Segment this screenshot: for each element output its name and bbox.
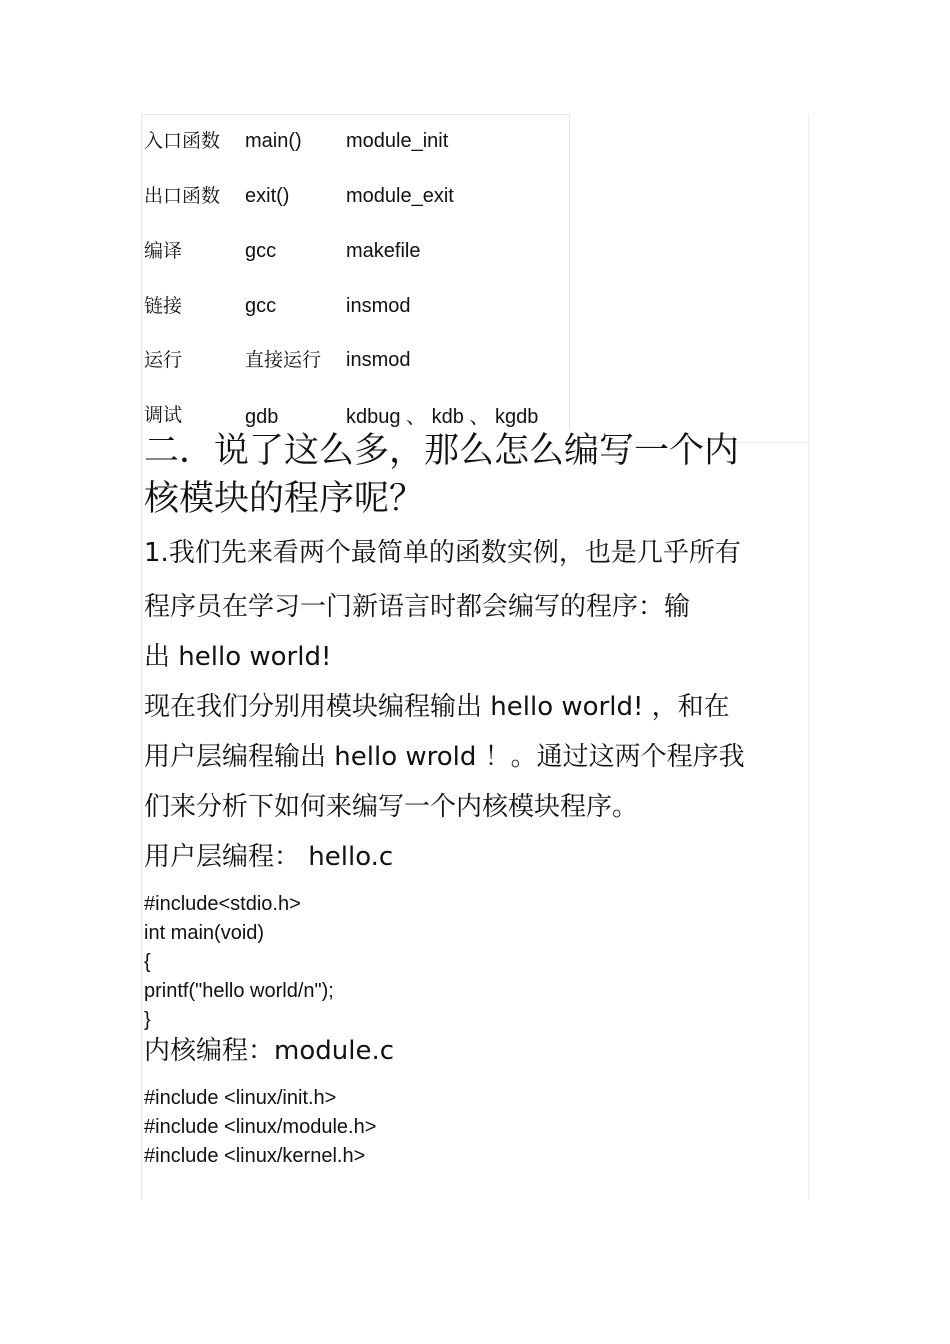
- paragraph-1-line-2: 程序员在学习一门新语言时都会编写的程序：输: [144, 592, 691, 622]
- page-frame-left: [141, 114, 142, 1200]
- table-row: [144, 120, 564, 160]
- table-row: [144, 175, 564, 215]
- page-frame-right: [808, 114, 809, 1200]
- hello-world-text: hello world!: [178, 642, 332, 672]
- paragraph-text: 用户层编程输出: [144, 742, 327, 772]
- code-line: #include <linux/kernel.h>: [144, 1145, 366, 1167]
- hello-wrold-text: hello wrold: [334, 742, 477, 772]
- user-space-cell: main(): [245, 130, 302, 152]
- table-row: [144, 230, 564, 270]
- heading-text: 用户层编程：: [144, 842, 301, 872]
- kernel-cell: kdbug 、 kdb 、 kgdb: [346, 406, 539, 428]
- file-name: ：module.c: [248, 1036, 395, 1066]
- paragraph-1-line-3: [144, 632, 331, 682]
- row-label: 调试: [144, 404, 183, 426]
- row-label: 出口函数: [144, 185, 221, 207]
- row-label: 运行: [144, 349, 183, 371]
- kernel-cell: insmod: [346, 295, 411, 317]
- table-row: [144, 285, 564, 325]
- code-line: }: [144, 1009, 151, 1031]
- paragraph-text: 出: [144, 642, 171, 672]
- kernel-cell: insmod: [346, 349, 411, 371]
- code-line: {: [144, 951, 151, 973]
- table-border-right: [569, 114, 570, 430]
- kernel-cell: module_exit: [346, 185, 454, 207]
- kernel-cell: makefile: [346, 240, 421, 262]
- user-space-cell: gdb: [245, 406, 279, 428]
- hello-world-text: hello world!: [490, 692, 644, 722]
- paragraph-2-line-3: 们来分析下如何来编写一个内核模块程序。: [144, 792, 639, 822]
- table-row: [144, 339, 564, 379]
- paragraph-2-line-2: [144, 732, 745, 782]
- paragraph-2-line-1: [144, 682, 730, 732]
- kernel-heading: [144, 1026, 394, 1076]
- code-line: #include<stdio.h>: [144, 893, 301, 915]
- code-line: printf("hello world/n");: [144, 980, 334, 1002]
- user-space-cell: 直接运行: [245, 349, 322, 371]
- row-label: 链接: [144, 295, 183, 317]
- paragraph-text: 我们先来看两个最简单的函数实例，也是几乎所有: [168, 538, 741, 568]
- code-line: int main(void): [144, 922, 265, 944]
- section-heading-line-1: 二．说了这么多，那么怎么编写一个内: [144, 431, 740, 471]
- row-label: 入口函数: [144, 130, 221, 152]
- user-space-cell: gcc: [245, 240, 277, 262]
- list-number: 1.: [144, 538, 169, 568]
- paragraph-text: ，和在: [651, 692, 730, 722]
- code-line: #include <linux/init.h>: [144, 1087, 337, 1109]
- row-label: 编译: [144, 240, 183, 262]
- user-space-cell: gcc: [245, 295, 277, 317]
- table-border-top: [141, 114, 569, 115]
- code-line: #include <linux/module.h>: [144, 1116, 377, 1138]
- paragraph-text: 现在我们分别用模块编程输出: [144, 692, 483, 722]
- paragraph-1-line-1: [144, 528, 741, 578]
- section-heading-line-2: 核模块的程序呢？: [144, 479, 425, 519]
- file-name: hello.c: [308, 842, 394, 872]
- user-space-heading: [144, 832, 393, 882]
- user-space-cell: exit(): [245, 185, 290, 207]
- paragraph-text: ！。通过这两个程序我: [484, 742, 745, 772]
- kernel-cell: module_init: [346, 130, 449, 152]
- heading-text: 内核编程: [144, 1036, 249, 1066]
